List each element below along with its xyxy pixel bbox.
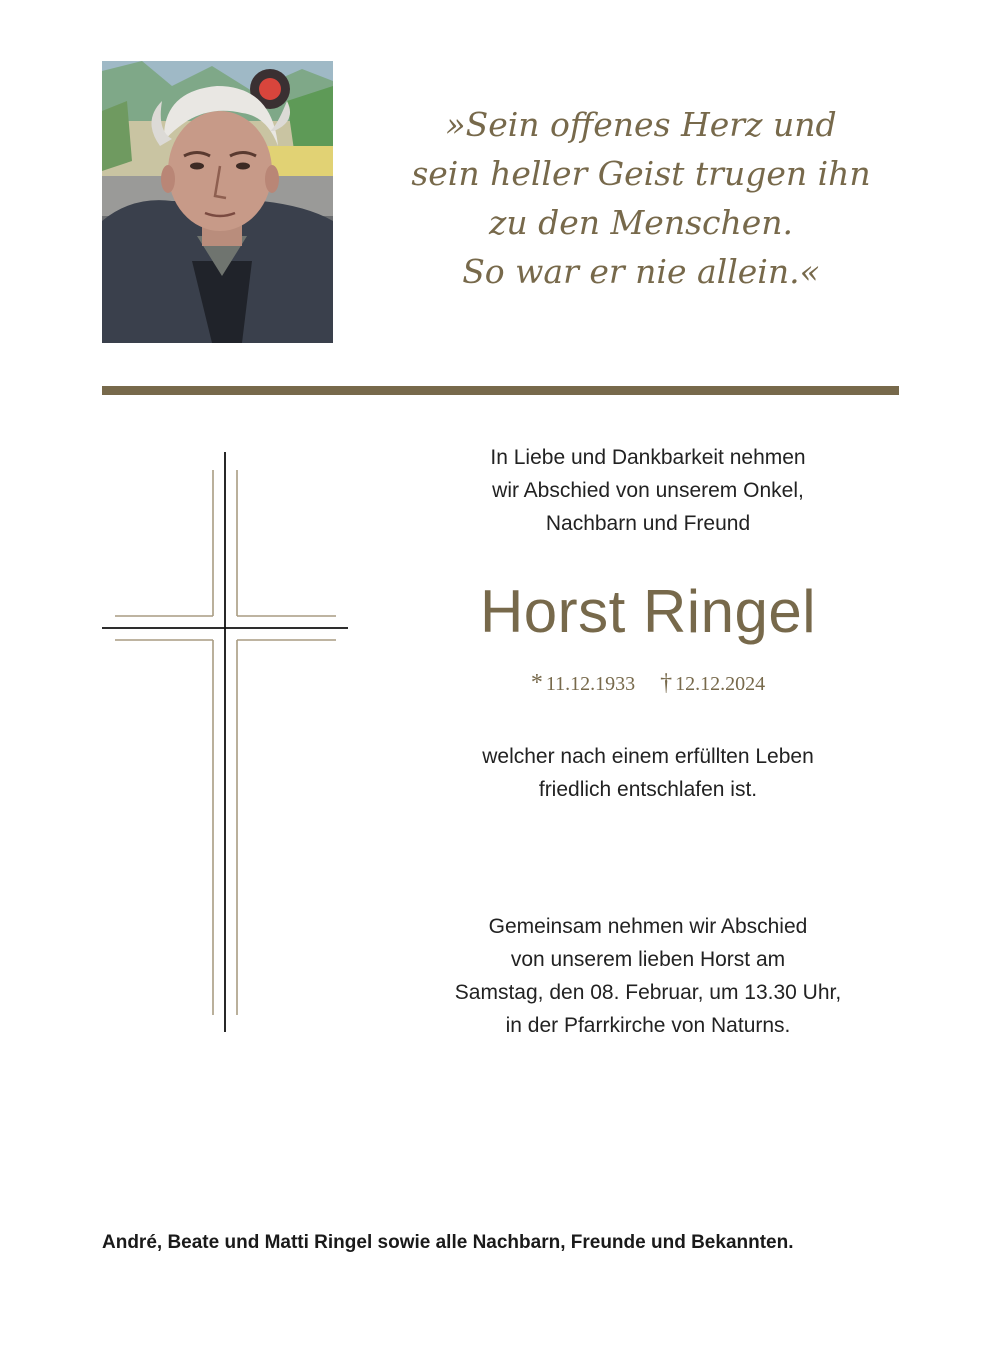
quote-line: sein heller Geist trugen ihn [411, 154, 871, 193]
birth-date-group [530, 670, 640, 696]
quote-line: So war er nie allein.« [462, 252, 820, 291]
life-dates [398, 668, 898, 699]
death-date-group [660, 670, 766, 696]
quote [400, 100, 882, 296]
quote-line: zu den Menschen. [488, 203, 794, 242]
ceremony-line: von unserem lieben Horst am [510, 948, 786, 971]
ceremony-line: in der Pfarrkirche von Naturns. [505, 1014, 791, 1037]
intro-line: Nachbarn und Freund [545, 512, 751, 535]
deceased-name: Horst Ringel [479, 578, 817, 645]
quote-line: »Sein offenes Herz und [445, 105, 837, 144]
ceremony-line: Gemeinsam nehmen wir Abschied [488, 915, 808, 938]
mourners-signoff: André, Beate und Matti Ringel sowie alle Nachbarn, Freunde und Bekannten. [102, 1232, 794, 1253]
intro-line: In Liebe und Dankbarkeit nehmen [490, 446, 806, 469]
intro-line: wir Abschied von unserem Onkel, [492, 479, 804, 502]
portrait-photo [102, 61, 333, 343]
passing-text [398, 740, 898, 806]
passing-line: friedlich entschlafen ist. [538, 778, 758, 801]
death-cross-icon: † [660, 670, 673, 696]
intro-text [398, 441, 898, 540]
passing-line: welcher nach einem erfüllten Leben [482, 745, 814, 768]
cross-icon [100, 450, 352, 1041]
ceremony-text [398, 910, 898, 1042]
divider-bar [102, 386, 899, 395]
birth-date: 11.12.1933 [545, 673, 636, 695]
ceremony-line: Samstag, den 08. Februar, um 13.30 Uhr, [454, 981, 842, 1004]
death-date: 12.12.2024 [675, 673, 766, 695]
birth-star-icon: * [530, 670, 543, 696]
